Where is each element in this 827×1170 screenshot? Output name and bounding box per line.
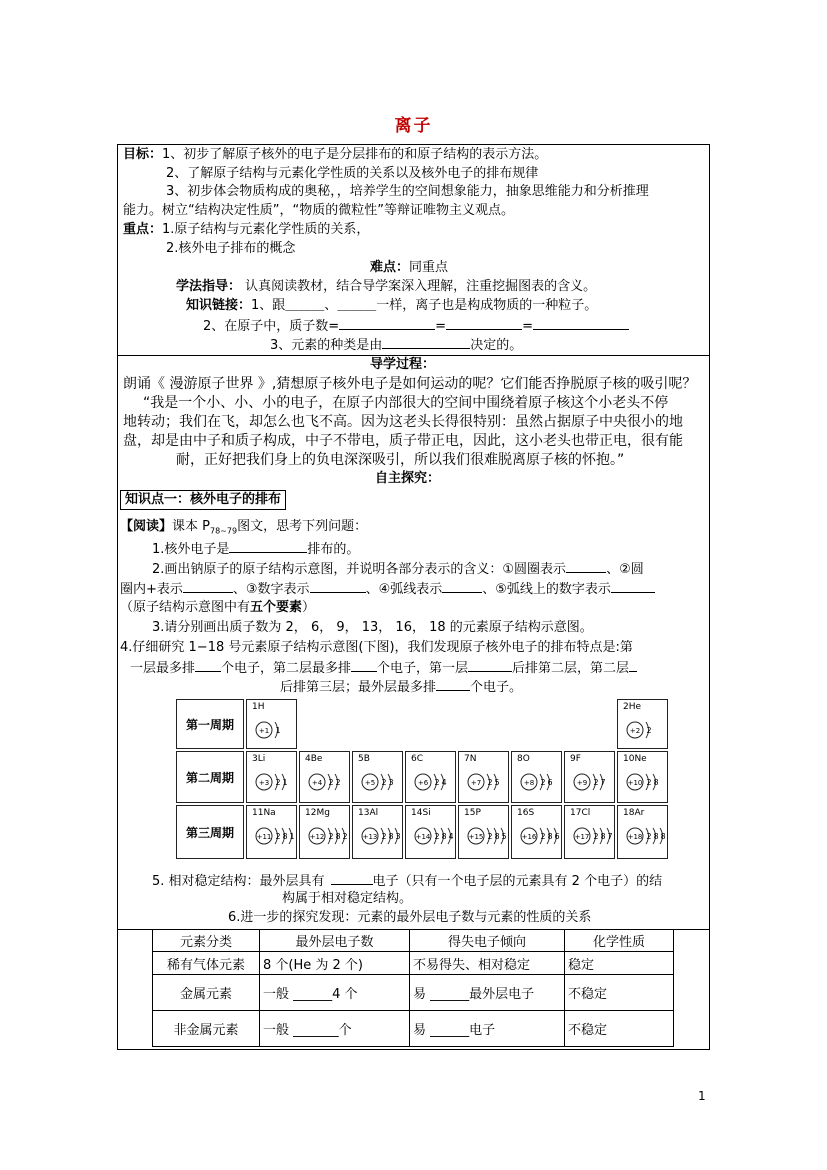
- shell-count: 6: [547, 778, 553, 787]
- element-symbol: 4Be: [305, 754, 323, 764]
- process-p3: 地转动；我们在飞，却怎么也飞不高。因为这老头长得很特别：虽然占据原子中央很小的地: [123, 414, 683, 430]
- shell-count: 7: [607, 832, 613, 841]
- shell-count: 5: [501, 832, 507, 841]
- shell-count: 2: [275, 778, 281, 787]
- element-cell: [299, 805, 350, 859]
- atom-diagram: [571, 819, 615, 851]
- property-table: [152, 929, 674, 1047]
- element-cell: [458, 751, 509, 803]
- shell-count: 2: [434, 832, 440, 841]
- table-cell: 不稳定: [565, 975, 674, 1011]
- element-symbol: 12Mg: [305, 808, 330, 818]
- shell-count: 3: [395, 832, 401, 841]
- goals-line-1: 目标：1、初步了解原子核外的电子是分层排布的和原子结构的表示方法。: [123, 147, 548, 162]
- element-cell: [246, 805, 297, 859]
- nucleus-charge: +1: [258, 727, 270, 735]
- method-line: 学法指导： 认真阅读教材，结合导学案深入理解，注重挖掘图表的含义。: [176, 279, 597, 294]
- nucleus-charge: +5: [364, 779, 376, 787]
- q5-line-2: 构属于相对稳定结构。: [282, 891, 413, 906]
- element-symbol: 6C: [411, 754, 424, 764]
- table-cell: 易 ______电子: [410, 1011, 565, 1047]
- element-cell: [511, 805, 562, 859]
- shell-count: 8: [282, 832, 288, 841]
- element-cell: [564, 805, 615, 859]
- nucleus-charge: +12: [309, 833, 325, 841]
- shell-count: 1: [289, 832, 295, 841]
- shell-count: 2: [275, 832, 281, 841]
- goals-line-4: 能力。树立“结构决定性质”，“物质的微粒性”等辩证唯物主义观点。: [123, 203, 514, 218]
- q2-line-3: （原子结构示意图中有五个要素）: [120, 600, 316, 615]
- nucleus-charge: +2: [629, 727, 641, 735]
- process-heading: 导学过程：: [370, 357, 436, 372]
- process-p2: “我是一个小、小、小的电子，在原子内部很大的空间中围绕着原子核这个小老头不停: [143, 395, 669, 411]
- nucleus-charge: +18: [627, 833, 643, 841]
- nucleus-charge: +13: [362, 833, 378, 841]
- element-cell: [617, 699, 668, 749]
- explore-heading: 自主探究：: [375, 471, 441, 486]
- element-symbol: 3Li: [252, 754, 266, 764]
- shell-count: 2: [328, 778, 334, 787]
- col-header: 化学性质: [565, 930, 674, 952]
- atomic-structure-table: [176, 699, 670, 859]
- shell-count: 2: [434, 778, 440, 787]
- link-line-3: 3、元素的种类是由 决定的。: [270, 338, 523, 353]
- shell-count: 2: [487, 778, 493, 787]
- shell-count: 5: [494, 778, 500, 787]
- shell-count: 8: [653, 832, 659, 841]
- table-cell: 易 ______最外层电子: [410, 975, 565, 1011]
- shell-count: 2: [540, 832, 546, 841]
- element-symbol: 10Ne: [623, 754, 647, 764]
- shell-count: 7: [600, 778, 606, 787]
- element-cell: [246, 751, 297, 803]
- element-symbol: 1H: [252, 702, 265, 712]
- element-cell: [617, 751, 668, 803]
- atom-diagram: [465, 819, 509, 851]
- element-symbol: 8O: [517, 754, 530, 764]
- element-cell: [405, 751, 456, 803]
- nucleus-charge: +8: [523, 779, 535, 787]
- nucleus-charge: +15: [468, 833, 484, 841]
- nucleus-charge: +4: [311, 779, 323, 787]
- shell-count: 6: [554, 832, 560, 841]
- col-header: 元素分类: [153, 930, 260, 952]
- q4-line-2: 一层最多排 个电子，第二层最多排 个电子，第一层 后排第二层，第二层: [130, 659, 637, 677]
- keypoints-line-2: 2.核外电子排布的概念: [166, 241, 296, 256]
- link-line-2: 2、在原子中，质子数= = =: [203, 317, 629, 335]
- keypoints-line-1: 重点：1.原子结构与元素化学性质的关系，: [123, 222, 370, 237]
- table-cell: 金属元素: [153, 975, 260, 1011]
- shell-count: 4: [441, 778, 447, 787]
- table-cell: 一般 ______4 个: [260, 975, 410, 1011]
- atom-diagram: [253, 765, 297, 797]
- table-cell: 非金属元素: [153, 1011, 260, 1047]
- nucleus-charge: +10: [627, 779, 643, 787]
- period-label: 第一周期: [176, 699, 244, 749]
- shell-count: 2: [646, 726, 652, 735]
- element-symbol: 5B: [358, 754, 370, 764]
- divider: [117, 355, 710, 356]
- shell-count: 1: [275, 726, 281, 735]
- atom-diagram: [624, 713, 668, 745]
- shell-count: 2: [381, 832, 387, 841]
- q4-line-3: 后排第三层；最外层最多排 个电子。: [280, 680, 523, 695]
- shell-count: 2: [381, 778, 387, 787]
- nucleus-charge: +9: [576, 779, 588, 787]
- shell-count: 8: [653, 778, 659, 787]
- period-label: 第二周期: [176, 751, 244, 803]
- atom-diagram: [412, 765, 456, 797]
- nucleus-charge: +3: [258, 779, 270, 787]
- element-cell: [246, 699, 297, 749]
- process-p1: 朗诵《 漫游原子世界 》,猜想原子核外电子是如何运动的呢？它们能否挣脱原子核的吸引呢？: [123, 376, 697, 392]
- element-symbol: 15P: [464, 808, 481, 818]
- table-cell: 不稳定: [565, 1011, 674, 1047]
- col-header: 得失电子倾向: [410, 930, 565, 952]
- element-cell: [352, 751, 403, 803]
- process-p4: 盘，却是由中子和质子构成，中子不带电，质子带正电，因此，这小老头也带正电，很有能: [123, 433, 683, 449]
- table-cell: 稳定: [565, 952, 674, 975]
- goals-line-2: 2、了解原子结构与元素化学性质的关系以及核外电子的排布规律: [166, 166, 539, 181]
- shell-count: 2: [646, 832, 652, 841]
- element-cell: [352, 805, 403, 859]
- atom-diagram: [412, 819, 456, 851]
- element-symbol: 18Ar: [623, 808, 645, 818]
- element-symbol: 13Al: [358, 808, 379, 818]
- element-symbol: 7N: [464, 754, 477, 764]
- atom-diagram: [518, 765, 562, 797]
- element-symbol: 9F: [570, 754, 581, 764]
- shell-count: 2: [487, 832, 493, 841]
- goals-line-3: 3、初步体会物质构成的奥秘，，培养学生的空间想象能力，抽象思维能力和分析推理: [166, 184, 649, 199]
- q3-line: 3.请分别画出质子数为 2， 6， 9， 13， 16， 18 的元素原子结构示意图。: [152, 620, 593, 635]
- element-symbol: 16S: [517, 808, 535, 818]
- shell-count: 2: [540, 778, 546, 787]
- shell-count: 8: [494, 832, 500, 841]
- shell-count: 2: [328, 832, 334, 841]
- q2-line-2: 圈内+表示 、③数字表示 、④弧线表示 、⑤弧线上的数字表示: [120, 580, 655, 598]
- element-symbol: 2He: [623, 702, 642, 712]
- shell-count: 4: [448, 832, 454, 841]
- shell-count: 2: [593, 778, 599, 787]
- atom-diagram: [571, 765, 615, 797]
- shell-count: 8: [600, 832, 606, 841]
- atom-diagram: [359, 819, 403, 851]
- atom-diagram: [306, 765, 350, 797]
- process-p5: 耐，正好把我们身上的负电深深吸引，所以我们很难脱离原子核的怀抱。”: [176, 452, 625, 468]
- shell-count: 8: [660, 832, 666, 841]
- q1-line: 1.核外电子是 排布的。: [152, 542, 360, 557]
- read-line: 【阅读】课本 $P_{78\sim 79}$图文，思考下列问题：: [120, 519, 368, 536]
- page-title: 离子: [394, 116, 433, 136]
- nucleus-charge: +17: [574, 833, 590, 841]
- table-cell: 不易得失、相对稳定: [410, 952, 565, 975]
- element-cell: [617, 805, 668, 859]
- atom-diagram: [359, 765, 403, 797]
- shell-count: 2: [342, 832, 348, 841]
- element-cell: [458, 805, 509, 859]
- nucleus-charge: +7: [470, 779, 482, 787]
- atom-diagram: [624, 765, 668, 797]
- q6-line: 6.进一步的探究发现：元素的最外层电子数与元素的性质的关系: [228, 910, 592, 925]
- q2-line-1: 2.画出钠原子的原子结构示意图，并说明各部分表示的含义：①圆圈表示 、②圆: [152, 562, 644, 577]
- q5-line-1: 5. 相对稳定结构：最外层具有 电子（只有一个电子层的元素具有 2 个电子）的结: [152, 874, 663, 889]
- nucleus-charge: +14: [415, 833, 431, 841]
- shell-count: 8: [388, 832, 394, 841]
- element-cell: [299, 751, 350, 803]
- nucleus-charge: +11: [256, 833, 272, 841]
- shell-count: 2: [593, 832, 599, 841]
- q4-line-1: 4.仔细研究 1−18 号元素原子结构示意图(下图)，我们发现原子核外电子的排布特点是:第: [120, 640, 633, 655]
- difficulty-line: 难点：同重点: [370, 260, 449, 275]
- nucleus-charge: +6: [417, 779, 429, 787]
- page-number: 1: [698, 1089, 706, 1103]
- shell-count: 1: [282, 778, 288, 787]
- atom-diagram: [518, 819, 562, 851]
- table-cell: 稀有气体元素: [153, 952, 260, 975]
- element-cell: [511, 751, 562, 803]
- element-symbol: 14Si: [411, 808, 431, 818]
- element-symbol: 17Cl: [570, 808, 591, 818]
- section-heading: 知识点一：核外电子的排布: [120, 490, 286, 510]
- col-header: 最外层电子数: [260, 930, 410, 952]
- shell-count: 8: [547, 832, 553, 841]
- element-cell: [405, 805, 456, 859]
- period-label: 第三周期: [176, 805, 244, 859]
- shell-count: 3: [388, 778, 394, 787]
- shell-count: 2: [335, 778, 341, 787]
- shell-count: 8: [335, 832, 341, 841]
- atom-diagram: [465, 765, 509, 797]
- atom-diagram: [306, 819, 350, 851]
- element-cell: [564, 751, 615, 803]
- atom-diagram: [253, 819, 297, 851]
- link-line-1: 知识链接：1、跟＿＿＿、＿＿＿一样，离子也是构成物质的一种粒子。: [186, 298, 598, 313]
- element-symbol: 11Na: [252, 808, 276, 818]
- atom-diagram: [253, 713, 297, 745]
- table-cell: 一般 _______个: [260, 1011, 410, 1047]
- nucleus-charge: +16: [521, 833, 537, 841]
- shell-count: 8: [441, 832, 447, 841]
- shell-count: 2: [646, 778, 652, 787]
- table-cell: 8 个(He 为 2 个): [260, 952, 410, 975]
- atom-diagram: [624, 819, 668, 851]
